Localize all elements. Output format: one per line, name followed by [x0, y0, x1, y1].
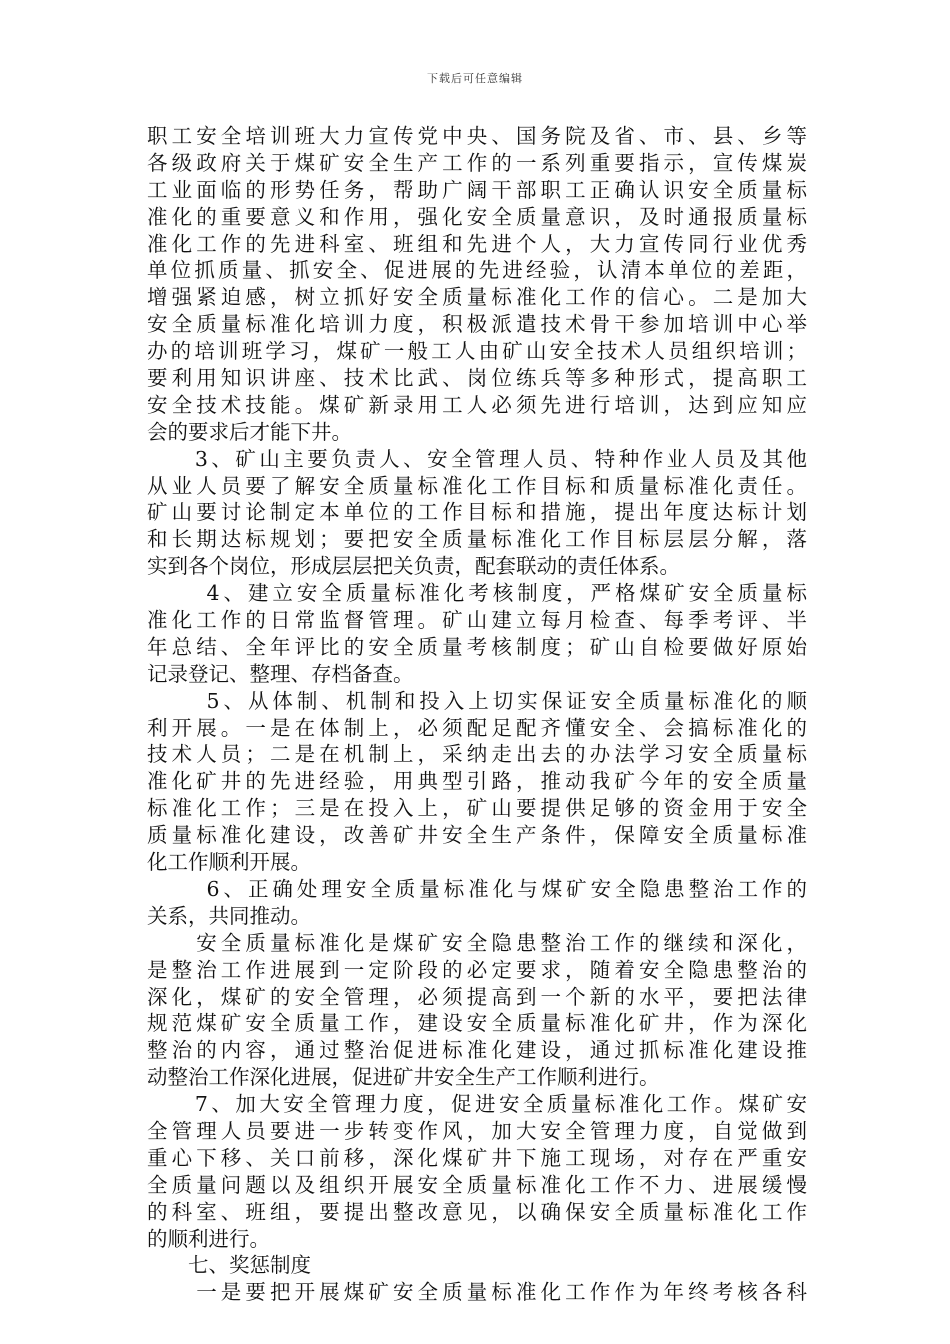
text-line: 准化矿井的先进经验，用典型引路，推动我矿今年的安全质量	[147, 769, 812, 794]
text-line: 增强紧迫感，树立抓好安全质量标准化工作的信心。二是加大	[147, 285, 812, 310]
text-line: 矿山要讨论制定本单位的工作目标和措施，提出年度达标计划	[147, 500, 812, 525]
text-line: 和长期达标规划；要把安全质量标准化工作目标层层分解，落	[147, 527, 812, 552]
text-line: 实到各个岗位，形成层层把关负责，配套联动的责任体系。	[147, 554, 680, 579]
text-line: 职工安全培训班大力宣传党中央、国务院及省、市、县、乡等	[147, 124, 812, 148]
text-line: 各级政府关于煤矿安全生产工作的一系列重要指示，宣传煤炭	[147, 150, 812, 175]
text-line: 化工作顺利开展。	[147, 850, 311, 875]
text-line: 年总结、全年评比的安全质量考核制度；矿山自检要做好原始	[147, 634, 812, 659]
text-line: 记录登记、整理、存档备查。	[147, 661, 414, 686]
text-line: 准化工作的日常监督管理。矿山建立每月检查、每季考评、半	[147, 608, 812, 633]
text-line: 全质量问题以及组织开展安全质量标准化工作不力、进展缓慢	[147, 1172, 812, 1197]
text-line: 规范煤矿安全质量工作，建设安全质量标准化矿井，作为深化	[147, 1011, 812, 1036]
text-line: 安全质量标准化是煤矿安全隐患整治工作的继续和深化，	[147, 930, 812, 955]
text-line: 深化，煤矿的安全管理，必须提高到一个新的水平，要把法律	[147, 984, 812, 1009]
text-line: 整治的内容，通过整治促进标准化建设，通过抓标准化建设推	[147, 1038, 812, 1063]
text-line: 会的要求后才能下井。	[147, 419, 352, 444]
text-line: 4、建立安全质量标准化考核制度，严格煤矿安全质量标	[147, 581, 811, 606]
document-body	[147, 123, 812, 1306]
text-line: 安全质量标准化培训力度，积极派遣技术骨干参加培训中心举	[147, 312, 812, 337]
text-line: 从业人员要了解安全质量标准化工作目标和质量标准化责任。	[147, 473, 812, 498]
text-line: 7、加大安全管理力度，促进安全质量标准化工作。煤矿安	[147, 1092, 811, 1117]
text-line: 技术人员；二是在机制上，采纳走出去的办法学习安全质量标	[147, 742, 812, 767]
text-line: 的科室、班组，要提出整改意见，以确保安全质量标准化工作	[147, 1199, 812, 1224]
text-line: 全管理人员要进一步转变作风，加大安全管理力度，自觉做到	[147, 1118, 812, 1143]
text-line: 标准化工作；三是在投入上，矿山要提供足够的资金用于安全	[147, 796, 812, 821]
text-line: 要利用知识讲座、技术比武、岗位练兵等多种形式，提高职工	[147, 366, 812, 391]
text-line: 5、从体制、机制和投入上切实保证安全质量标准化的顺	[147, 688, 811, 713]
text-line: 是整治工作进展到一定阶段的必定要求，随着安全隐患整治的	[147, 957, 812, 982]
text-line: 质量标准化建设，改善矿井安全生产条件，保障安全质量标准	[147, 823, 812, 848]
text-line: 关系，共同推动。	[147, 903, 311, 928]
text-line: 6、正确处理安全质量标准化与煤矿安全隐患整治工作的	[147, 876, 811, 901]
text-line: 动整治工作深化进展，促进矿井安全生产工作顺利进行。	[147, 1065, 660, 1090]
text-line: 办的培训班学习，煤矿一般工人由矿山安全技术人员组织培训；	[147, 339, 811, 364]
text-line: 七、奖惩制度	[147, 1253, 311, 1278]
page-header: 下载后可任意编辑	[427, 72, 523, 85]
text-line: 3、矿山主要负责人、安全管理人员、特种作业人员及其他	[147, 446, 811, 471]
text-line: 准化的重要意义和作用，强化安全质量意识，及时通报质量标	[147, 204, 812, 229]
text-line: 重心下移、关口前移，深化煤矿井下施工现场，对存在严重安	[147, 1145, 812, 1170]
text-line: 利开展。一是在体制上，必须配足配齐懂安全、会搞标准化的	[147, 715, 812, 740]
text-line: 安全技术技能。煤矿新录用工人必须先进行培训，达到应知应	[147, 392, 812, 417]
text-line: 准化工作的先进科室、班组和先进个人，大力宣传同行业优秀	[147, 231, 812, 256]
text-line: 工业面临的形势任务，帮助广阔干部职工正确认识安全质量标	[147, 177, 812, 202]
text-line: 的顺利进行。	[147, 1226, 270, 1251]
text-line: 单位抓质量、抓安全、促进展的先进经验，认清本单位的差距，	[147, 258, 811, 283]
text-line: 一是要把开展煤矿安全质量标准化工作作为年终考核各科	[147, 1280, 812, 1305]
